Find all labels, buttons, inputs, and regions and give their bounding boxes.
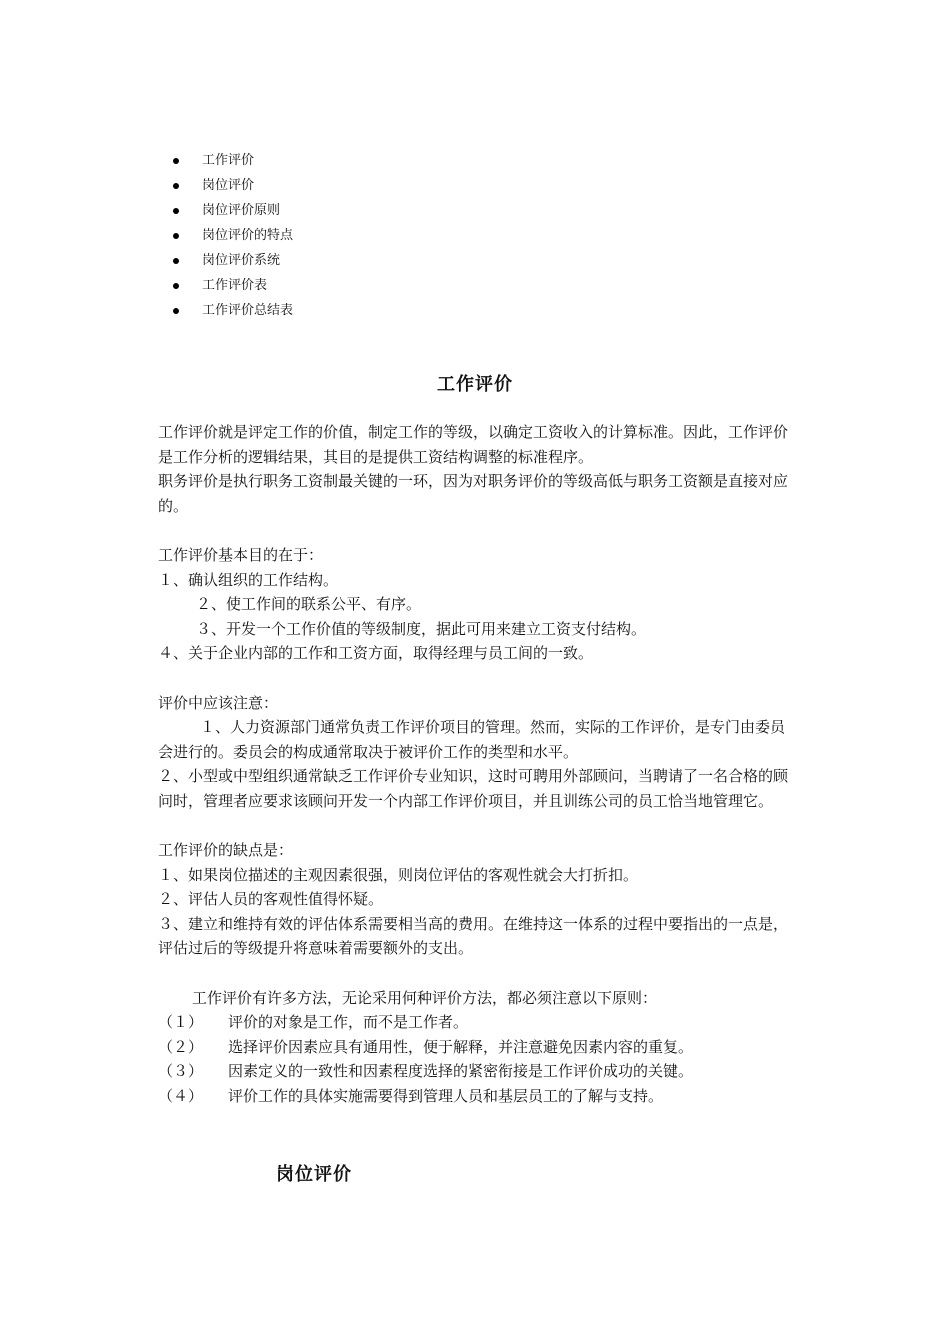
principle-item [158,1035,794,1060]
toc-item-label[interactable]: 工作评价表 [202,278,268,293]
toc-item-label[interactable]: 岗位评价原则 [202,203,281,218]
cons-heading: 工作评价的缺点是： [158,841,294,860]
principle-text: 评价工作的具体实施需要得到管理人员和基层员工的了解与支持。 [228,1087,664,1106]
bullet-icon [173,233,179,239]
note-item: ２、小型或中型组织通常缺乏工作评价专业知识，这时可聘用外部顾问，当聘请了一名合格的顾问时，管理者应要求该顾问开发一个内部工作评价项目，并且训练公司的员工恰当地管理它。 [158,767,789,810]
spacer [158,814,794,839]
notes-heading: 评价中应该注意： [158,693,279,712]
spacer [158,666,794,691]
principle-number: （１） [158,1013,204,1032]
toc-item-label[interactable]: 岗位评价系统 [202,253,281,268]
intro-paragraph: 工作评价就是评定工作的价值，制定工作的等级，以确定工资收入的计算标准。因此，工作评价是工作分析的逻辑结果，其目的是提供工资结构调整的标准程序。 [158,423,789,466]
principle-number: （３） [158,1062,204,1081]
bullet-icon [173,183,179,189]
cons-item: １、如果岗位描述的主观因素很强，则岗位评估的客观性就会大打折扣。 [158,865,639,884]
purpose-item: ３、开发一个工作价值的等级制度，据此可用来建立工资支付结构。 [196,619,647,638]
bullet-icon [173,208,179,214]
purpose-item: １、确认组织的工作结构。 [158,570,339,589]
cons-item: ２、评估人员的客观性值得怀疑。 [158,890,384,909]
toc-item-label[interactable]: 岗位评价的特点 [202,228,294,243]
purpose-item: ４、关于企业内部的工作和工资方面，取得经理与员工间的一致。 [158,644,594,663]
section-title-job-evaluation: 工作评价 [437,374,513,395]
principle-text: 因素定义的一致性和因素程度选择的紧密衔接是工作评价成功的关键。 [228,1062,694,1081]
principle-text: 选择评价因素应具有通用性，便于解释，并注意避免因素内容的重复。 [228,1037,694,1056]
spacer [158,518,794,543]
purpose-item: ２、使工作间的联系公平、有序。 [196,595,422,614]
toc-item-label[interactable]: 工作评价总结表 [202,303,294,318]
bullet-icon [173,258,179,264]
principle-number: （４） [158,1087,204,1106]
principle-item [158,1059,794,1084]
section-title-position-evaluation: 岗位评价 [276,1164,352,1185]
bullet-icon [173,283,179,289]
intro-paragraph: 职务评价是执行职务工资制最关键的一环，因为对职务评价的等级高低与职务工资额是直接对应的。 [158,472,789,515]
section-body [158,420,794,1109]
note-item: １、人力资源部门通常负责工作评价项目的管理。然而，实际的工作评价，是专门由委员会进行的。委员会的构成通常取决于被评价工作的类型和水平。 [158,718,786,761]
purpose-heading: 工作评价基本目的在于： [158,545,324,564]
principle-item [158,1010,794,1035]
bullet-icon [173,308,179,314]
principle-item [158,1084,794,1109]
toc-item-label[interactable]: 岗位评价 [202,178,255,193]
principle-text: 评价的对象是工作，而不是工作者。 [228,1013,469,1032]
principles-intro: 工作评价有许多方法，无论采用何种评价方法，都必须注意以下原则： [192,988,658,1007]
cons-item: ３、建立和维持有效的评估体系需要相当高的费用。在维持这一体系的过程中要指出的一点是，评估过后的等级提升将意味着需要额外的支出。 [158,914,789,958]
bullet-icon [173,158,179,164]
toc-item-label[interactable]: 工作评价 [202,153,255,168]
principle-number: （２） [158,1037,204,1056]
spacer [158,961,794,986]
